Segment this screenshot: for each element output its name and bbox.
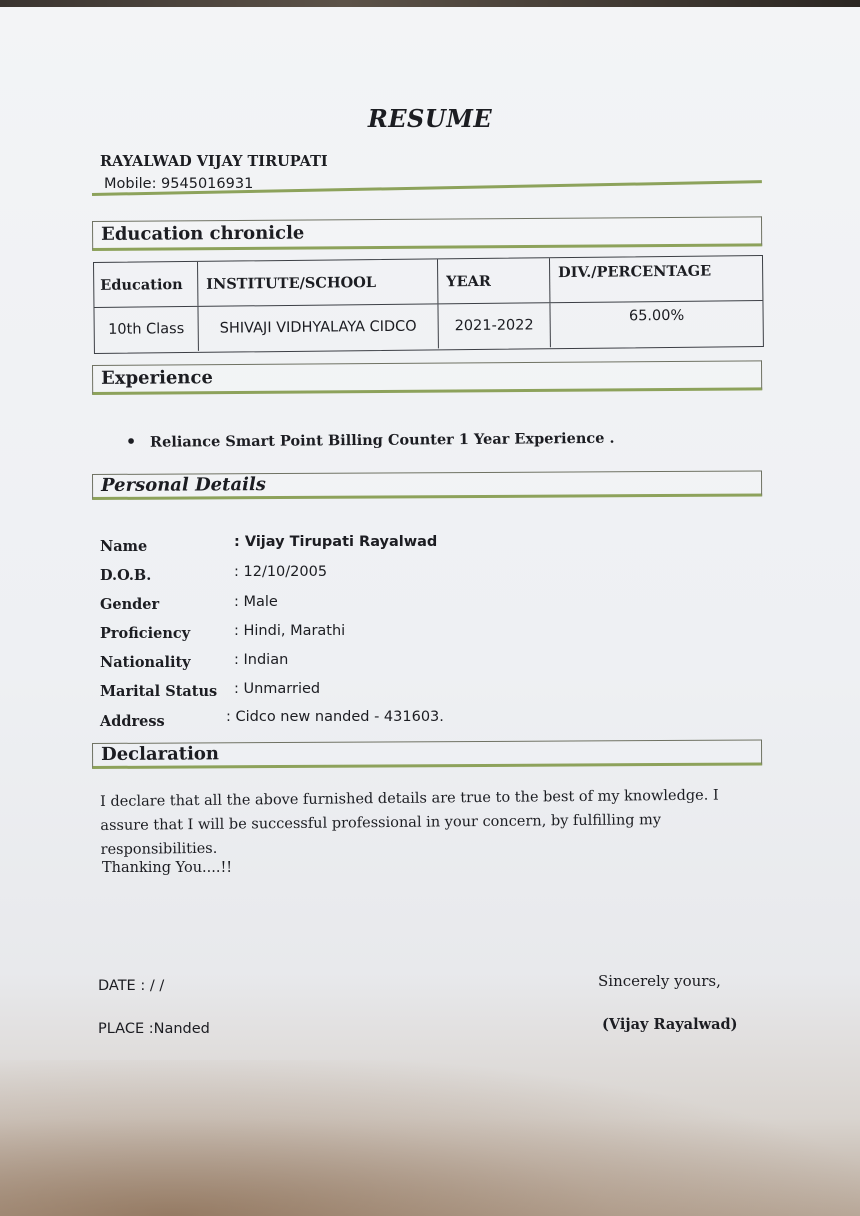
detail-value: : Cidco new nanded - 431603. bbox=[226, 709, 444, 725]
paper-top-edge bbox=[0, 0, 860, 7]
closing-text: Sincerely yours, bbox=[598, 972, 721, 990]
declaration-section-header bbox=[92, 739, 762, 769]
cell-institute: SHIVAJI VIDHYALAYA CIDCO bbox=[198, 304, 438, 351]
candidate-name: RAYALWAD VIJAY TIRUPATI bbox=[100, 153, 328, 170]
detail-label: Marital Status bbox=[100, 683, 218, 700]
document-title: RESUME bbox=[367, 104, 493, 133]
experience-section-header bbox=[92, 360, 762, 395]
education-table bbox=[93, 255, 764, 354]
detail-value: : 12/10/2005 bbox=[234, 564, 328, 580]
header-institute: INSTITUTE/SCHOOL bbox=[198, 259, 438, 306]
signer-name: (Vijay Rayalwad) bbox=[602, 1016, 738, 1033]
detail-label: Proficiency bbox=[100, 625, 191, 642]
detail-label: D.O.B. bbox=[100, 567, 152, 584]
cell-percentage: 65.00% bbox=[628, 307, 685, 325]
header-education: Education bbox=[94, 262, 198, 307]
detail-label: Nationality bbox=[100, 654, 191, 671]
detail-value: : Indian bbox=[234, 652, 289, 668]
declaration-paragraph: I declare that all the above furnished details are true to the best of my knowledge. I assure that I will be successful professional in your concern, by fulfilling my responsibilities. bbox=[100, 787, 719, 858]
detail-value: : Hindi, Marathi bbox=[234, 623, 346, 639]
detail-value: : Unmarried bbox=[234, 681, 321, 697]
personal-section-header bbox=[92, 470, 762, 500]
detail-label: Gender bbox=[100, 596, 160, 613]
education-table-header-row bbox=[94, 256, 762, 308]
detail-label: Name bbox=[100, 538, 148, 555]
table-row bbox=[94, 301, 762, 352]
declaration-section-title: Declaration bbox=[101, 743, 220, 765]
cell-education: 10th Class bbox=[94, 307, 198, 352]
mobile-number: Mobile: 9545016931 bbox=[104, 176, 254, 192]
education-section-header bbox=[92, 216, 762, 251]
detail-value: : Male bbox=[234, 594, 278, 610]
header-year: YEAR bbox=[438, 258, 550, 303]
cell-year: 2021-2022 bbox=[438, 303, 550, 348]
date-line: DATE : / / bbox=[98, 978, 165, 994]
experience-text: Reliance Smart Point Billing Counter 1 Year Experience . bbox=[149, 429, 615, 451]
detail-label: Address bbox=[100, 713, 165, 730]
thanks-text: Thanking You....!! bbox=[102, 860, 233, 876]
education-section-title: Education chronicle bbox=[101, 222, 305, 245]
place-line: PLACE :Nanded bbox=[98, 1021, 210, 1037]
header-percentage: DIV./PERCENTAGE bbox=[558, 262, 712, 282]
bullet-icon: • bbox=[125, 431, 137, 451]
experience-section-title: Experience bbox=[101, 367, 213, 389]
personal-section-title: Personal Details bbox=[101, 474, 266, 496]
list-item bbox=[126, 428, 615, 451]
photo-shadow bbox=[0, 1060, 860, 1216]
detail-value: : Vijay Tirupati Rayalwad bbox=[234, 534, 438, 550]
